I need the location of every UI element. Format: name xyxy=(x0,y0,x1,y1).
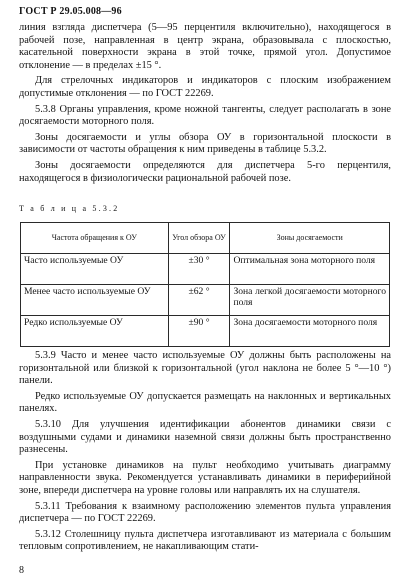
table-caption: Т а б л и ц а 5.3.2 xyxy=(19,204,120,213)
paragraph: 5.3.8 Органы управления, кроме ножной тангенты, следует располагать в зоне досягаемости моторного поля. xyxy=(19,103,391,128)
paragraph: Зоны досягаемости определяются для диспетчера 5-го перцентиля, находящегося в физиологически рациональной рабочей позе. xyxy=(19,159,391,184)
table-cell: ±30 ° xyxy=(168,254,230,285)
paragraph: 5.3.11 Требования к взаимному расположению элементов пульта управления диспетчера — по ГОСТ 22269. xyxy=(19,500,391,525)
page-number: 8 xyxy=(19,565,24,576)
text-block-top xyxy=(19,22,391,185)
table-row xyxy=(21,316,390,347)
table-cell: Зона досягаемости моторного поля xyxy=(230,316,390,347)
paragraph: Для стрелочных индикаторов и индикаторов с плоским изображением допустимые отклонения — по ГОСТ 22269. xyxy=(19,75,391,99)
column-header: Зоны досягаемости xyxy=(230,223,390,254)
paragraph: 5.3.9 Часто и менее часто используемые ОУ должны быть расположены на горизонтальной или близкой к горизонтальной (угол наклона не более 5 °—10 °) панели. xyxy=(19,350,391,387)
table-cell: ±90 ° xyxy=(168,316,230,347)
table-cell: Оптимальная зона моторного поля xyxy=(230,254,390,285)
table-cell: ±62 ° xyxy=(168,285,230,316)
column-header: Частота обращения к ОУ xyxy=(21,223,169,254)
paragraph: При установке динамиков на пульт необходимо учитывать диаграмму направленности звука. Рекомендуется устанавливать динамики в периферийной зоне, впереди диспетчера на уровне головы или направлять их на слушателя. xyxy=(19,459,391,496)
table-row xyxy=(21,254,390,285)
table-cell: Часто используемые ОУ xyxy=(21,254,169,285)
column-header: Угол обзора ОУ xyxy=(168,223,230,254)
data-table xyxy=(20,222,390,347)
text-block-bottom xyxy=(19,350,391,554)
page-header: ГОСТ Р 29.05.008—96 xyxy=(19,6,122,17)
paragraph: 5.3.10 Для улучшения идентификации абонентов динамики связи с воздушными судами и динамики наземной связи должны быть пространственно разнесены. xyxy=(19,418,391,456)
paragraph: Зоны досягаемости и углы обзора ОУ в горизонтальной плоскости в зависимости от частоты обращения к ним приведены в таблице 5.3.2. xyxy=(19,131,391,156)
paragraph: Редко используемые ОУ допускается размещать на наклонных и вертикальных панелях. xyxy=(19,390,391,415)
paragraph: линия взгляда диспетчера (5—95 перцентиля включительно), находящегося в рабочей позе, направленная в центр экрана, образовывала с плоскостью, касательной поверхности экрана в этой точке, прямой угол. Допустимое отклонение — в пределах ±15 °. xyxy=(19,22,391,71)
table-cell: Зона легкой досягаемости моторного поля xyxy=(230,285,390,316)
table-cell: Редко используемые ОУ xyxy=(21,316,169,347)
table-row xyxy=(21,285,390,316)
paragraph: 5.3.12 Столешницу пульта диспетчера изготавливают из материала с большим тепловым сопротивлением, не накапливающим стати- xyxy=(19,528,391,553)
table-header-row xyxy=(21,223,390,254)
table-cell: Менее часто используемые ОУ xyxy=(21,285,169,316)
